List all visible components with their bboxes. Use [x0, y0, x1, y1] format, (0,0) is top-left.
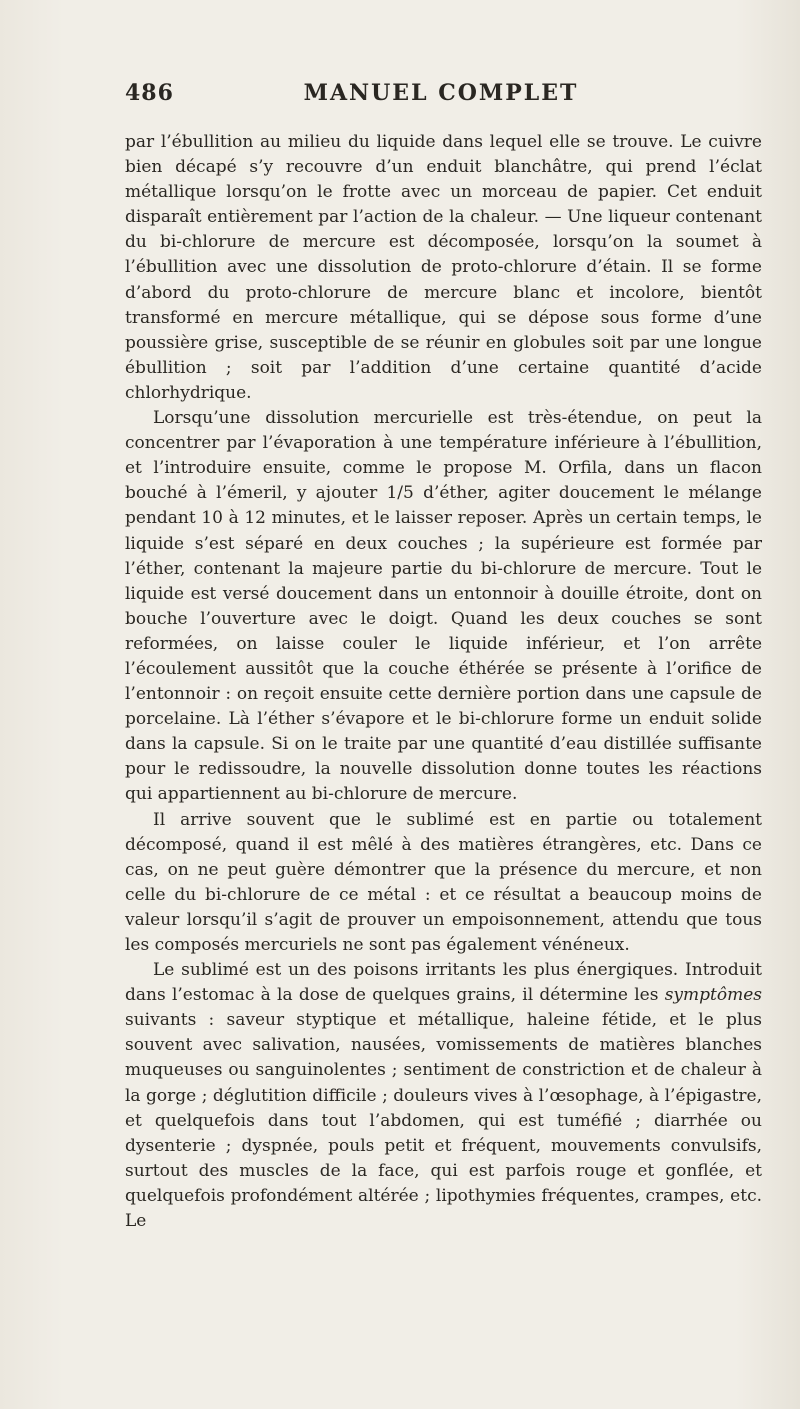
running-title: MANUEL COMPLET [303, 80, 579, 106]
italic-term: symptômes [664, 985, 762, 1006]
paragraph-text: Le sublimé est un des poisons irritants les plus énergiques. Introduit dans l’estomac à la dose de quelques grains, il détermine les [125, 960, 762, 1006]
paragraph-symptoms [125, 958, 762, 1234]
page-number: 486 [125, 80, 174, 106]
body-text [125, 130, 762, 1234]
page-header [125, 80, 757, 114]
paragraph-text: suivants : saveur styptique et métallique, haleine fétide, et le plus souvent avec salivation, nausées, vomissements de matières blanches muqueuses ou sanguinolentes ; sentiment de constriction et de chaleur à la gorge ; déglutition difficile ; douleurs vives à l’œsophage, à l’épigastre, et quelquefois dans tout l’abdomen, qui est tuméfié ; diarrhée ou dysenterie ; dyspnée, pouls petit et fréquent, mouvements convulsifs, surtout des muscles de la face, qui est parfois rouge et gonflée, et quelquefois profondément altérée ; lipothymies fréquentes, crampes, etc. Le [125, 1010, 762, 1232]
paragraph: Il arrive souvent que le sublimé est en partie ou totalement décomposé, quand il est mêlé à des matières étrangères, etc. Dans ce cas, on ne peut guère démontrer que la présence du mercure, et non celle du bi-chlorure de ce métal : et ce résultat a beaucoup moins de valeur lorsqu’il s’agit de prouver un empoisonnement, attendu que tous les composés mercuriels ne sont pas également vénéneux. [125, 809, 762, 955]
paragraph-continued: par l’ébullition au milieu du liquide dans lequel elle se trouve. Le cuivre bien décapé s’y recouvre d’un enduit blanchâtre, qui prend l’éclat métallique lorsqu’on le frotte avec un morceau de papier. Cet enduit disparaît entièrement par l’action de la chaleur. — Une liqueur contenant du bi-chlorure de mercure est décomposée, lorsqu’on la soumet à l’ébullition avec une dissolution de proto-chlorure d’étain. Il se forme d’abord du proto-chlorure de mercure blanc et incolore, bientôt transformé en mercure métallique, qui se dépose sous forme d’une poussière grise, susceptible de se réunir en globules soit par une longue ébullition ; soit par l’addition d’une certaine quantité d’acide chlorhydrique. [125, 132, 762, 403]
paragraph: Lorsqu’une dissolution mercurielle est très-étendue, on peut la concentrer par l’évaporation à une température inférieure à l’ébullition, et l’introduire ensuite, comme le propose M. Orfila, dans un flacon bouché à l’émeril, y ajouter 1/5 d’éther, agiter doucement le mélange pendant 10 à 12 minutes, et le laisser reposer. Après un certain temps, le liquide s’est séparé en deux couches ; la supérieure est formée par l’éther, contenant la majeure partie du bi-chlorure de mercure. Tout le liquide est versé doucement dans un entonnoir à douille étroite, dont on bouche l’ouverture avec le doigt. Quand les deux couches se sont reformées, on laisse couler le liquide inférieur, et l’on arrête l’écoulement aussitôt que la couche éthérée se présente à l’orifice de l’entonnoir : on reçoit ensuite cette dernière portion dans une capsule de porcelaine. Là l’éther s’évapore et le bi-chlorure forme un enduit solide dans la capsule. Si on le traite par une quantité d’eau distillée suffisante pour le redissoudre, la nouvelle dissolution donne toutes les réactions qui appartiennent au bi-chlorure de mercure. [125, 408, 762, 805]
